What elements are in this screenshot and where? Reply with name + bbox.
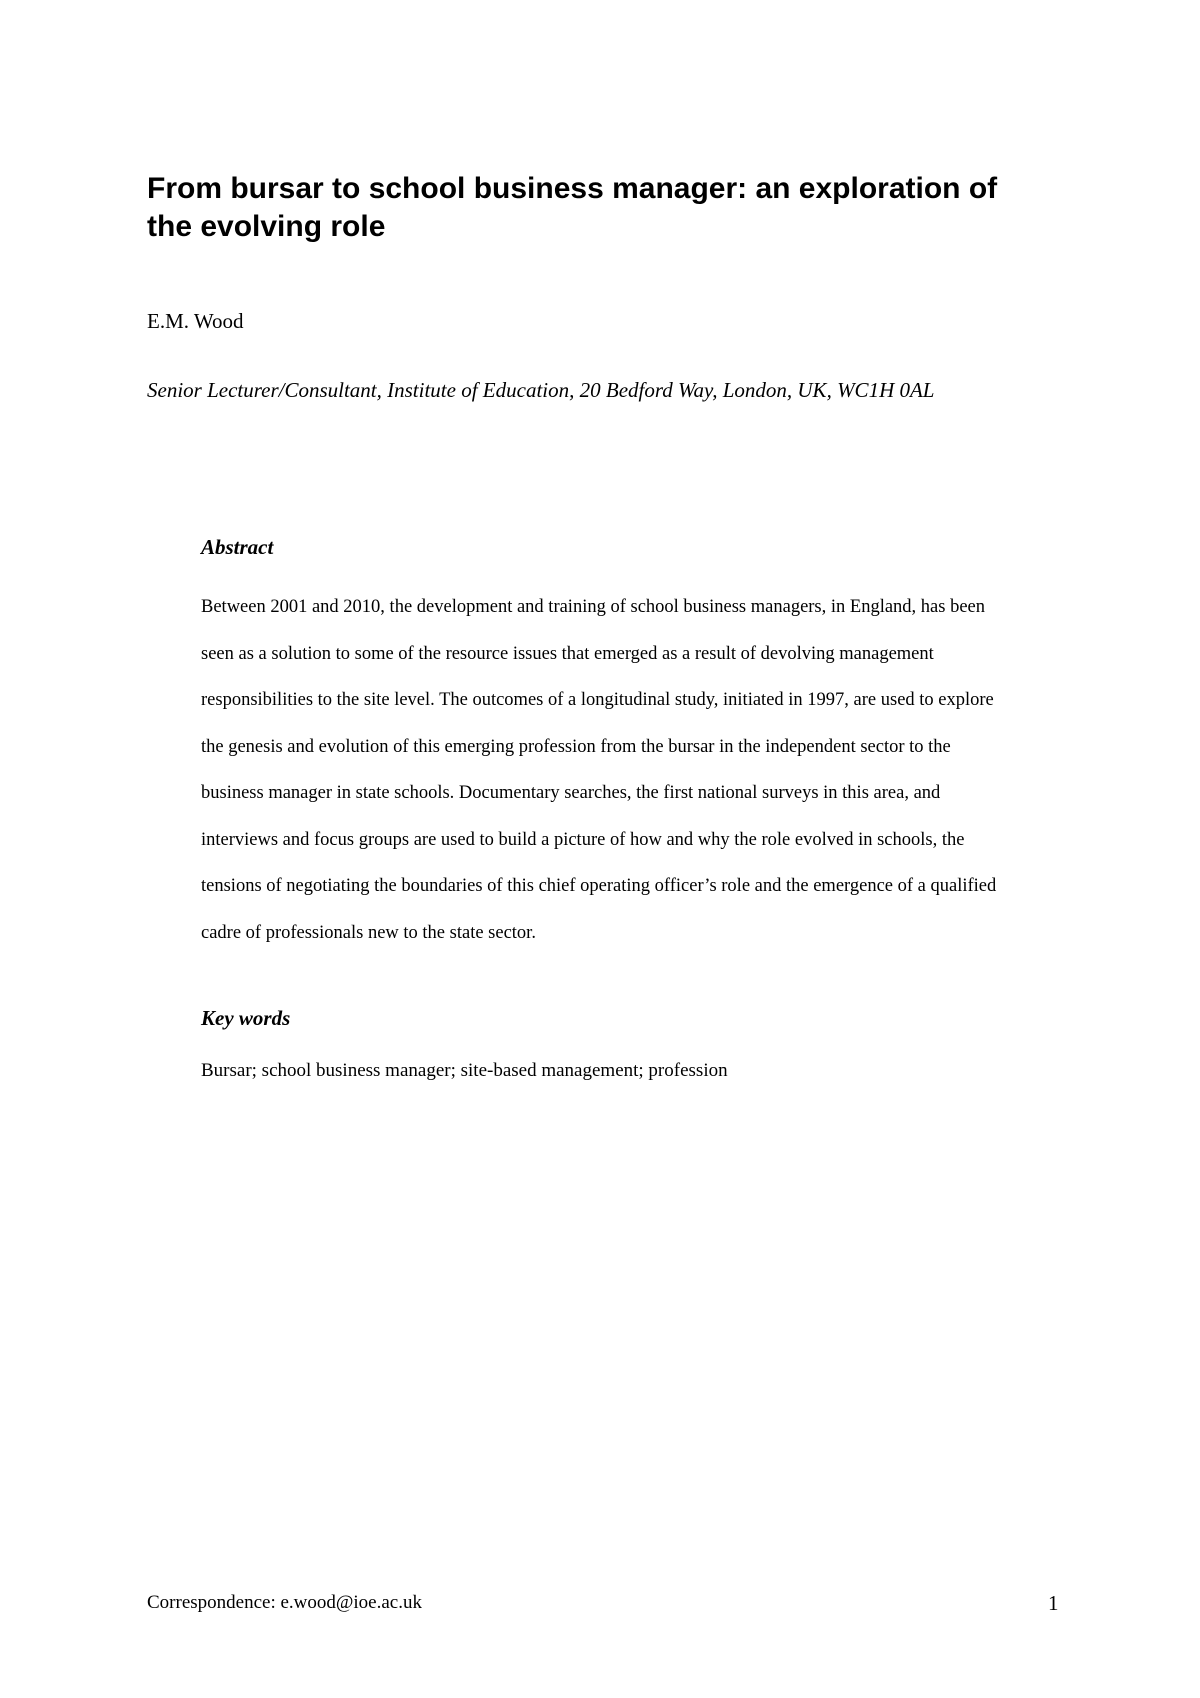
paper-title: From bursar to school business manager: an exploration of the evolving role <box>147 172 998 243</box>
author-name: E.M. Wood <box>147 309 244 333</box>
abstract-text: Between 2001 and 2010, the development and training of school business managers, in England, has been seen as a solution to some of the resource issues that emerged as a result of devolving management responsibilities to the site level. The outcomes of a longitudinal study, initiated in 1997, are used to explore the genesis and evolution of this emerging profession from the bursar in the independent sector to the business manager in state schools. Documentary searches, the first national surveys in this area, and interviews and focus groups are used to build a picture of how and why the role evolved in schools, the tensions of negotiating the boundaries of this chief operating officer’s role and the emergence of a qualified cadre of professionals new to the state sector. <box>201 597 997 943</box>
abstract-heading: Abstract <box>201 535 274 559</box>
keywords-text: Bursar; school business manager; site-based management; profession <box>201 1060 728 1081</box>
author-affiliation: Senior Lecturer/Consultant, Institute of Education, 20 Bedford Way, London, UK, WC1H 0AL <box>147 378 935 402</box>
keywords-heading: Key words <box>201 1006 291 1030</box>
correspondence-footer: Correspondence: e.wood@ioe.ac.uk <box>147 1592 422 1613</box>
page-number: 1 <box>1048 1591 1059 1615</box>
